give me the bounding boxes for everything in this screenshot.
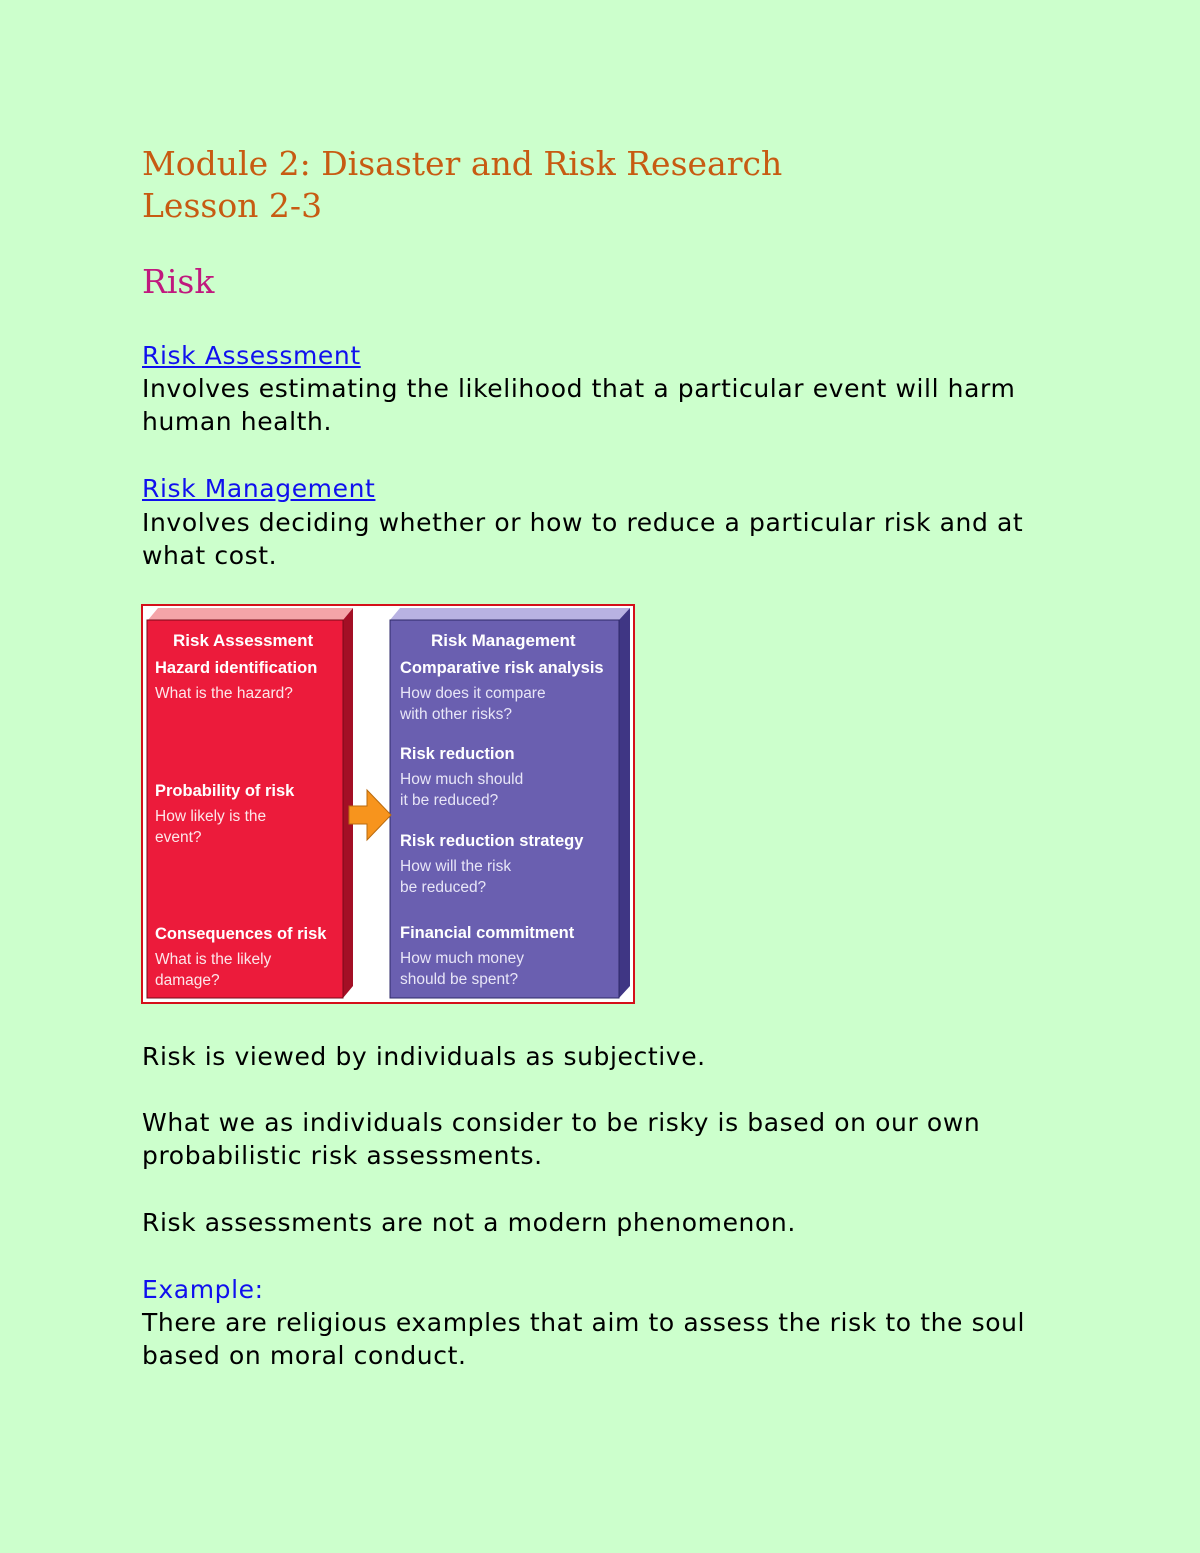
reduction-strategy-heading: Risk reduction strategy	[400, 832, 584, 850]
management-panel-title: Risk Management	[431, 631, 576, 650]
probability-question: How likely is the event?	[155, 808, 267, 846]
module-title: Module 2: Disaster and Risk Research	[142, 144, 783, 183]
management-block-top	[390, 608, 630, 620]
paragraph-subjective: Risk is viewed by individuals as subjective.	[142, 1042, 706, 1071]
comparative-analysis-question: How does it compare with other risks?	[400, 685, 546, 723]
hazard-identification-question: What is the hazard?	[155, 685, 293, 702]
risk-reduction-question: How much should it be reduced?	[400, 771, 524, 809]
paragraph-probabilistic: What we as individuals consider to be risky is based on our own probabilistic risk assessments.	[142, 1108, 981, 1170]
consequences-question: What is the likely damage?	[155, 951, 272, 989]
assessment-block-top	[148, 608, 353, 620]
hazard-identification-heading: Hazard identification	[155, 659, 318, 677]
paragraph-not-modern: Risk assessments are not a modern phenomenon.	[142, 1208, 796, 1237]
example-label: Example:	[142, 1275, 264, 1304]
consequences-heading: Consequences of risk	[155, 925, 327, 943]
risk-reduction-heading: Risk reduction	[400, 745, 515, 763]
risk-diagram	[141, 604, 635, 1004]
financial-commitment-question: How much money should be spent?	[400, 950, 525, 988]
probability-heading: Probability of risk	[155, 782, 295, 800]
paragraph-religious-example: There are religious examples that aim to assess the risk to the soul based on moral conduct.	[142, 1308, 1026, 1370]
risk-assessment-link[interactable]: Risk Assessment	[142, 341, 361, 370]
management-block-side	[619, 608, 630, 998]
risk-management-definition: Involves deciding whether or how to reduce a particular risk and at what cost.	[142, 508, 1024, 570]
risk-management-link[interactable]: Risk Management	[142, 474, 376, 503]
reduction-strategy-question: How will the risk be reduced?	[400, 858, 512, 896]
arrow-icon	[349, 790, 391, 840]
financial-commitment-heading: Financial commitment	[400, 924, 575, 942]
assessment-block-side	[343, 608, 353, 998]
assessment-panel-title: Risk Assessment	[173, 631, 314, 650]
comparative-analysis-heading: Comparative risk analysis	[400, 659, 604, 677]
section-title: Risk	[142, 262, 215, 301]
risk-assessment-definition: Involves estimating the likelihood that a particular event will harm human health.	[142, 374, 1016, 436]
lesson-title: Lesson 2-3	[142, 186, 323, 225]
